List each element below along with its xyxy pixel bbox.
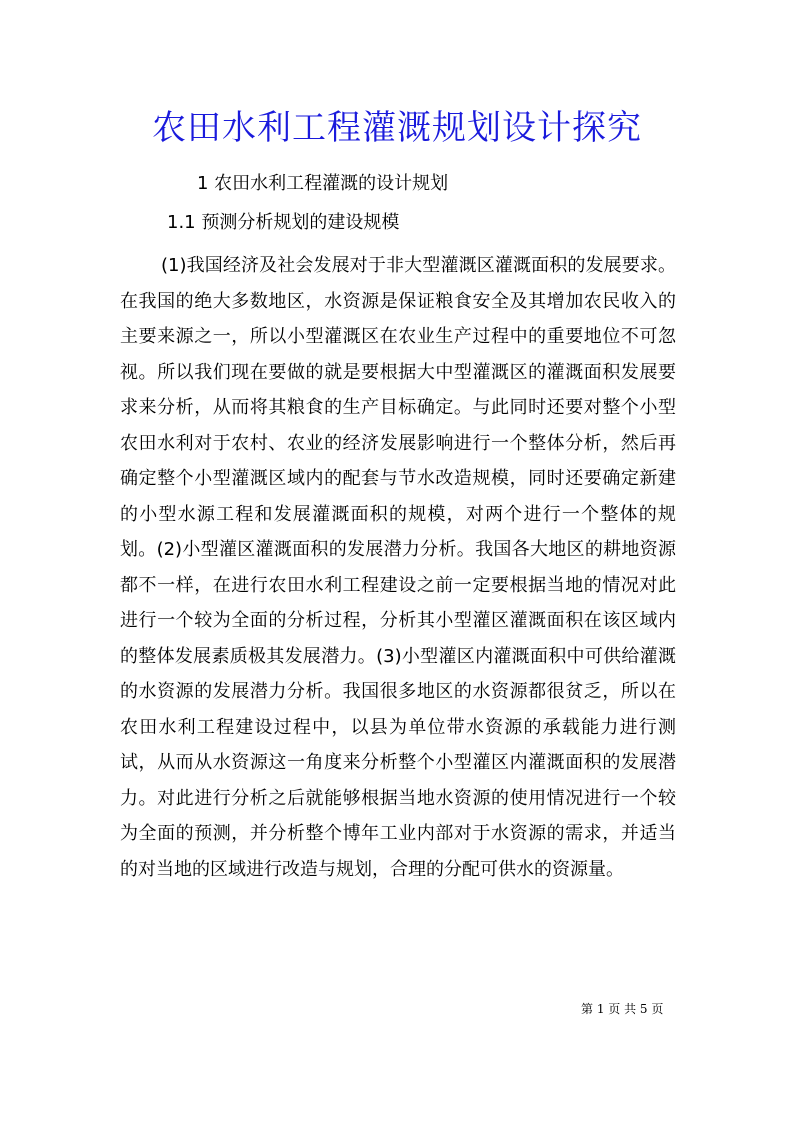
document-title: 农田水利工程灌溉规划设计探究 xyxy=(152,108,642,148)
section-heading: 1 农田水利工程灌溉的设计规划 xyxy=(197,173,449,194)
subsection-heading: 1.1 预测分析规划的建设规模 xyxy=(167,212,400,233)
page-number-footer: 第 1 页 共 5 页 xyxy=(581,1002,664,1016)
body-paragraph: (1)我国经济及社会发展对于非大型灌溉区灌溉面积的发展要求。在我国的绝大多数地区，水资源是保证粮食安全及其增加农民收入的主要来源之一，所以小型灌溉区在农业生产过程中的重要地位不可忽视。所以我们现在要做的就是要根据大中型灌溉区的灌溉面积发展要求来分析，从而将其粮食的生产目标确定。与此同时还要对整个小型农田水利对于农村、农业的经济发展影响进行一个整体分析，然后再确定整个小型灌溉区域内的配套与节水改造规模，同时还要确定新建的小型水源工程和发展灌溉面积的规模，对两个进行一个整体的规划。(2)小型灌区灌溉面积的发展潜力分析。我国各大地区的耕地资源都不一样，在进行农田水利工程建设之前一定要根据当地的情况对此进行一个较为全面的分析过程，分析其小型灌区灌溉面积在该区域内的整体发展素质极其发展潜力。(3)小型灌区内灌溉面积中可供给灌溉的水资源的发展潜力分析。我国很多地区的水资源都很贫乏，所以在农田水利工程建设过程中，以县为单位带水资源的承载能力进行测试，从而从水资源这一角度来分析整个小型灌区内灌溉面积的发展潜力。对此进行分析之后就能够根据当地水资源的使用情况进行一个较为全面的预测，并分析整个博年工业内部对于水资源的需求，并适当的对当地的区域进行改造与规划，合理的分配可供水的资源量。 xyxy=(120,255,676,880)
